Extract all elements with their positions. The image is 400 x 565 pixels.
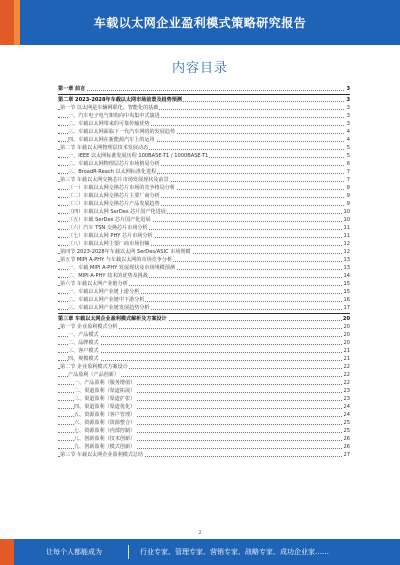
toc-entry-page: 25 [343,428,350,434]
toc-entry-label: 二、车载以太网产业链中下游分析 [68,297,145,303]
toc-entry-page: 3 [346,121,350,127]
toc-entry[interactable] [58,224,350,232]
toc-entry-label: 第一节 以太网是车辆网联化、智能化的基础 [60,105,159,111]
toc-entry-label: 第六节 车载以太网产业链分析 [60,281,128,287]
toc-entry-page: 13 [343,265,350,271]
toc-entry-page: 20 [342,316,350,322]
toc-entry-label: 四、规模模式 [68,356,99,362]
toc-entry-page: 6 [346,161,350,167]
toc-leader-dots [58,352,344,353]
toc-entry[interactable] [58,85,350,93]
toc-entry[interactable] [58,136,350,144]
toc-entry-page: 15 [343,281,350,287]
toc-entry-label: （五）车载 SerDes 芯片国产化进展 [68,217,151,223]
toc-entry-label: 第五节 MIPI A-PHY 与车载以太网的市场竞争分析 [60,257,173,263]
toc-entry[interactable] [58,240,350,248]
toc-entry-page: 21 [343,356,350,362]
toc-entry-label: 三、车载以太网产业链发展趋势分析 [68,305,150,311]
toc-entry[interactable] [58,216,350,224]
report-title: 车载以太网企业盈利模式策略研究报告 [93,16,307,30]
toc-entry-label: 一、汽车电子电气架构向中央集中式演进 [68,113,160,119]
toc-entry-page: 22 [343,372,350,378]
toc-entry-page: 3 [346,86,350,92]
toc-entry-label: 四、渠道盈利（渠道优化） [74,404,136,410]
toc-entry-label: 二、车载以太网带来的可靠传输优势 [68,121,150,127]
toc-entry-label: （六）汽车 TSN 交换芯片市场分析 [68,225,148,231]
toc-entry[interactable] [58,256,350,264]
toc-entry[interactable] [58,280,350,288]
toc-entry[interactable] [58,120,350,128]
toc-entry[interactable] [58,264,350,272]
toc-entry[interactable] [58,339,350,347]
toc-entry-page: 3 [346,113,350,119]
toc-entry-label: （四）车载以太网 SerDes 芯片国产化进展 [68,209,166,215]
toc-entry[interactable] [58,104,350,112]
toc-entry-page: 5 [346,145,350,151]
toc-entry[interactable] [58,379,350,387]
toc-entry-label: （八）车载以太网主要厂商市场份额 [68,241,150,247]
report-footer-banner [0,539,400,565]
toc-entry-page: 11 [343,233,350,239]
toc-entry-page: 22 [343,364,350,370]
toc-entry[interactable] [58,451,350,459]
toc-entry-page: 9 [346,201,350,207]
toc-entry-label: 三、渠道盈利（渠道扩张） [74,396,136,402]
toc-entry-label: （一）车载以太网交换芯片市场的竞争格局分析 [68,185,175,191]
toc-leader-dots [58,344,344,345]
toc-separator [58,313,350,314]
toc-entry-page: 10 [343,209,350,215]
toc-entry-label: 八、创新盈利（技术创新） [74,436,136,442]
table-of-contents [58,85,350,459]
toc-entry[interactable] [58,435,350,443]
toc-entry-label: 一、IEEE 以太网标准发展历程 100BASE-T1 / 1000BASE-T1 [68,153,209,159]
toc-entry-label: 二、车载以太网物理层芯片市场格局分析 [68,161,160,167]
toc-entry-page: 23 [343,388,350,394]
toc-entry-label: 九、创新盈利（模式创新） [74,444,136,450]
toc-entry-label: 第一节 企业盈利模式分析 [60,324,118,330]
toc-separator [58,94,350,95]
toc-entry[interactable] [58,232,350,240]
toc-entry-page: 24 [343,404,350,410]
toc-entry[interactable] [58,304,350,312]
toc-entry-page: 17 [343,305,350,311]
toc-entry-page: 9 [346,193,350,199]
toc-entry-page: 5 [346,153,350,159]
toc-entry[interactable] [58,403,350,411]
toc-entry[interactable] [58,96,350,104]
toc-entry-label: 第三章 车载以太网企业盈利模式解析及方案设计 [58,316,167,322]
toc-entry-label: （三）车载以太网交换芯片产品发展趋势 [68,201,160,207]
toc-leader-dots [58,336,344,337]
toc-entry[interactable] [58,144,350,152]
toc-entry-label: 四、车载以太网在新能源汽车上的运用 [68,137,155,143]
toc-entry-page: 20 [343,340,350,346]
toc-entry[interactable] [58,200,350,208]
toc-entry-label: 一、车载 MIPI A-PHY 发展现状及市场规模预测 [68,265,175,271]
toc-entry-label: 第二章 2023-2028年车载以太网市场前景及趋势预测 [58,97,182,103]
toc-entry-label: 一、产品盈利（服务增值） [74,380,136,386]
toc-entry[interactable] [58,371,350,379]
toc-entry[interactable] [58,395,350,403]
toc-entry-page: 7 [346,169,350,175]
toc-leader-dots [58,90,344,91]
toc-entry[interactable] [58,192,350,200]
toc-entry-page: 25 [343,420,350,426]
toc-entry[interactable] [58,331,350,339]
toc-entry-label: 二、品牌模式 [68,340,99,346]
toc-entry-label: 二、渠道盈利（渠道拓展） [74,388,136,394]
toc-entry-page: 20 [343,324,350,330]
toc-entry-page: 20 [343,332,350,338]
toc-entry-page: 4 [346,137,350,143]
toc-entry-page: 22 [343,380,350,386]
toc-entry-label: 三、客户模式 [68,348,99,354]
toc-entry[interactable] [58,152,350,160]
toc-entry[interactable] [58,128,350,136]
page-number: 2 [198,530,202,536]
toc-entry-label: 七、资源盈利（内部控制） [74,428,136,434]
toc-entry-label: 三、BroadR-Reach 以太网标准化进程 [68,169,157,175]
toc-entry-page: 4 [346,129,350,135]
toc-entry[interactable] [58,248,350,256]
toc-entry[interactable] [58,208,350,216]
footer-accent-stripe [0,539,14,565]
toc-entry-page: 24 [343,412,350,418]
toc-entry[interactable] [58,427,350,435]
toc-entry[interactable] [58,184,350,192]
toc-entry-label: 一、车载以太网产业链上游分析 [68,289,140,295]
toc-entry-page: 14 [343,273,350,279]
report-header-banner [0,0,400,45]
toc-entry-label: 第三节 车载以太网企业盈利模式总结 [60,452,144,458]
toc-entry[interactable] [58,387,350,395]
toc-entry-page: 3 [346,97,350,103]
toc-entry-label: 第三节 车载以太网交换芯片市场发展现状及前景 [60,177,169,183]
toc-entry-page: 12 [343,241,350,247]
toc-entry-page: 10 [343,217,350,223]
toc-entry-label: 二、MIPI A-PHY 技术的优势及挑战 [68,273,148,279]
toc-entry-label: 第二节 车载以太网物理层技术发展动态 [60,145,149,151]
toc-entry-label: 五、资源盈利（客户管理） [74,412,136,418]
toc-entry-page: 23 [343,396,350,402]
toc-entry-page: 26 [343,436,350,442]
toc-entry[interactable] [58,443,350,451]
toc-entry[interactable] [58,160,350,168]
toc-entry[interactable] [58,112,350,120]
toc-entry-label: 产品盈利（产品创新） [68,372,119,378]
toc-entry-page: 16 [343,297,350,303]
toc-entry-page: 27 [343,452,350,458]
toc-entry-label: 第二节 企业盈利模式方案设计 [60,364,128,370]
toc-entry-label: （二）车载以太网交换芯片主要厂商分析 [68,193,160,199]
toc-entry[interactable] [58,363,350,371]
toc-entry[interactable] [58,288,350,296]
toc-entry-page: 15 [343,289,350,295]
toc-entry[interactable] [58,272,350,280]
toc-entry[interactable] [58,323,350,331]
toc-leader-dots [58,360,344,361]
toc-entry-label: 六、资源盈利（资源整合） [74,420,136,426]
footer-divider [128,545,129,559]
toc-entry-page: 3 [346,105,350,111]
toc-entry[interactable] [58,419,350,427]
toc-entry-page: 8 [346,185,350,191]
toc-entry-label: 第四节 2023-2028年车载以太网 SerDes/ASIC 市场规模 [60,249,191,255]
toc-entry[interactable] [58,411,350,419]
toc-entry-page: 13 [343,257,350,263]
toc-entry[interactable] [58,355,350,363]
toc-entry[interactable] [58,168,350,176]
toc-entry[interactable] [58,296,350,304]
toc-entry-page: 12 [343,249,350,255]
toc-heading: 内容目录 [171,61,228,76]
toc-entry-page: 7 [346,177,350,183]
toc-entry-label: （七）车载以太网 PHY 芯片市场分析 [68,233,153,239]
toc-entry-page: 11 [343,225,350,231]
toc-entry-label: 三、车载以太网面临下一代汽车网络的发展趋势 [68,129,175,135]
toc-entry-label: 一、产品模式 [68,332,99,338]
toc-entry[interactable] [58,176,350,184]
toc-entry-label: 第一章 前言 [58,86,86,92]
toc-entry-page: 21 [343,348,350,354]
footer-slogan-left: 让每个人都能成为 [46,548,102,556]
toc-entry[interactable] [58,315,350,323]
toc-entry-page: 26 [343,444,350,450]
toc-entry[interactable] [58,347,350,355]
footer-slogan-right: 行业专家、管理专家、营销专家、战略专家、成功企业家…… [140,548,329,556]
